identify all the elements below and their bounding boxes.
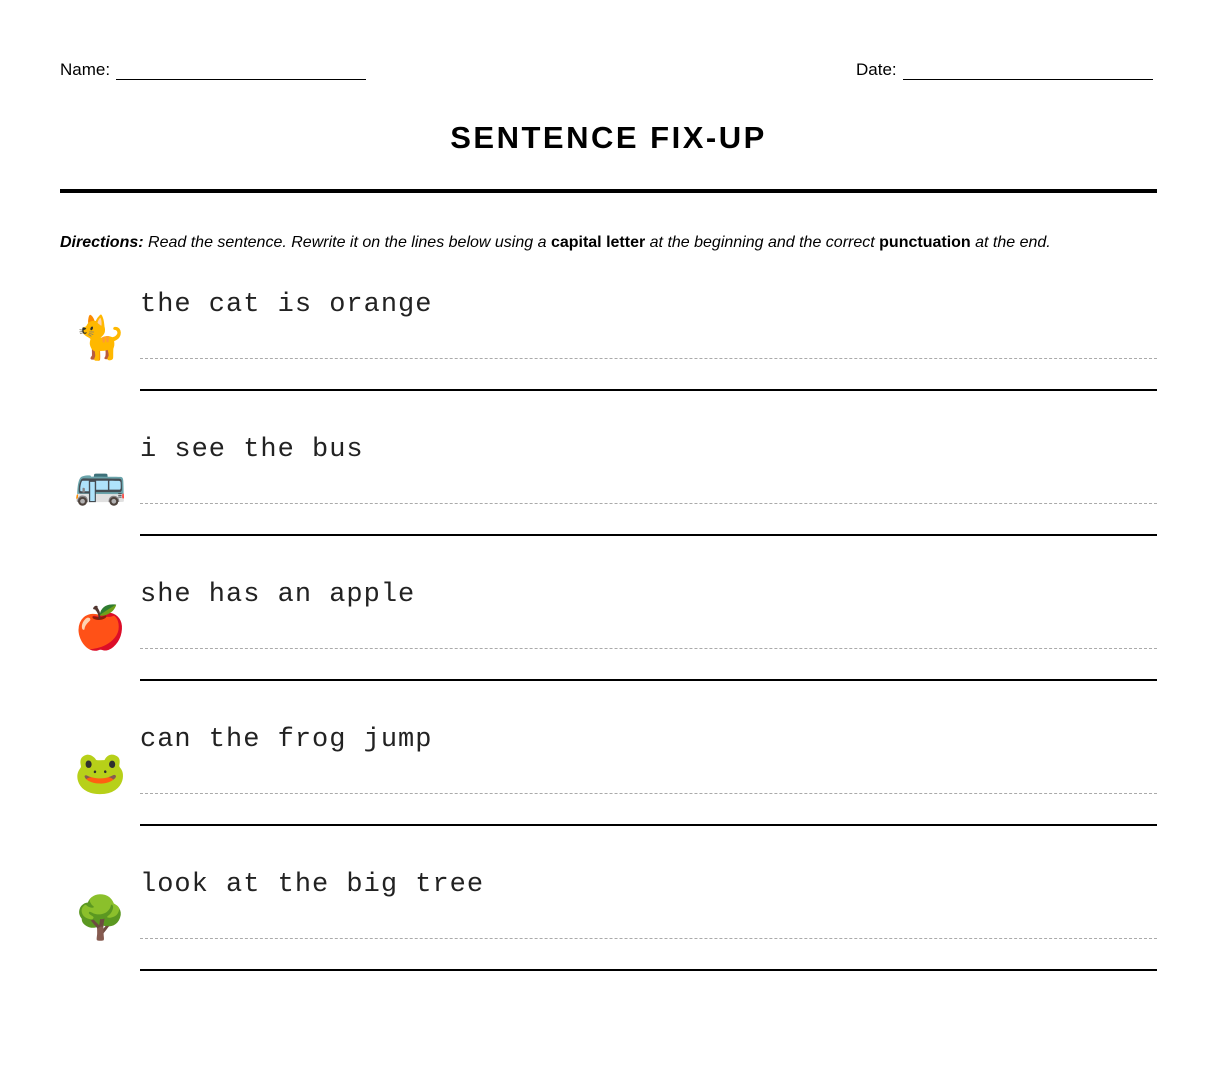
writing-base-line[interactable] — [140, 534, 1157, 536]
writing-guide-dashed-line[interactable] — [140, 358, 1157, 359]
directions — [60, 234, 1170, 252]
sentence-item — [60, 717, 1157, 862]
sentence-item — [60, 862, 1157, 1007]
sentence-text: she has an apple — [140, 580, 416, 610]
sentence-item — [60, 427, 1157, 572]
writing-guide-dashed-line[interactable] — [140, 648, 1157, 649]
writing-base-line[interactable] — [140, 824, 1157, 826]
directions-text: Read the sentence. Rewrite it on the lines below using a — [143, 234, 551, 251]
writing-guide-dashed-line[interactable] — [140, 503, 1157, 504]
cat-icon: 🐈 — [74, 314, 127, 361]
page-title: SENTENCE FIX-UP — [450, 120, 767, 155]
sentence-text: the cat is orange — [140, 290, 433, 320]
sentence-text: i see the bus — [140, 435, 364, 465]
directions-bold-capital: capital letter — [550, 234, 646, 251]
apple-icon: 🍎 — [74, 604, 127, 651]
directions-bold-punctuation: punctuation — [879, 234, 971, 251]
writing-guide-dashed-line[interactable] — [140, 793, 1157, 794]
writing-base-line[interactable] — [140, 969, 1157, 971]
date-field — [856, 60, 1153, 80]
directions-text: at the end. — [970, 234, 1051, 251]
writing-guide-dashed-line[interactable] — [140, 938, 1157, 939]
directions-text: at the beginning and the correct — [645, 234, 880, 251]
title-divider — [60, 189, 1157, 193]
name-blank-line[interactable] — [116, 63, 366, 80]
bus-icon: 🚌 — [74, 459, 127, 506]
writing-base-line[interactable] — [140, 679, 1157, 681]
frog-icon: 🐸 — [74, 749, 127, 796]
date-blank-line[interactable] — [903, 63, 1153, 80]
sentence-text: can the frog jump — [140, 725, 433, 755]
name-field — [60, 60, 366, 80]
sentence-item — [60, 572, 1157, 717]
name-label: Name: — [60, 60, 111, 79]
date-label: Date: — [856, 60, 897, 79]
sentence-text: look at the big tree — [140, 870, 485, 900]
tree-icon: 🌳 — [74, 894, 127, 941]
writing-base-line[interactable] — [140, 389, 1157, 391]
sentence-item — [60, 282, 1157, 427]
directions-label: Directions: — [60, 234, 144, 251]
